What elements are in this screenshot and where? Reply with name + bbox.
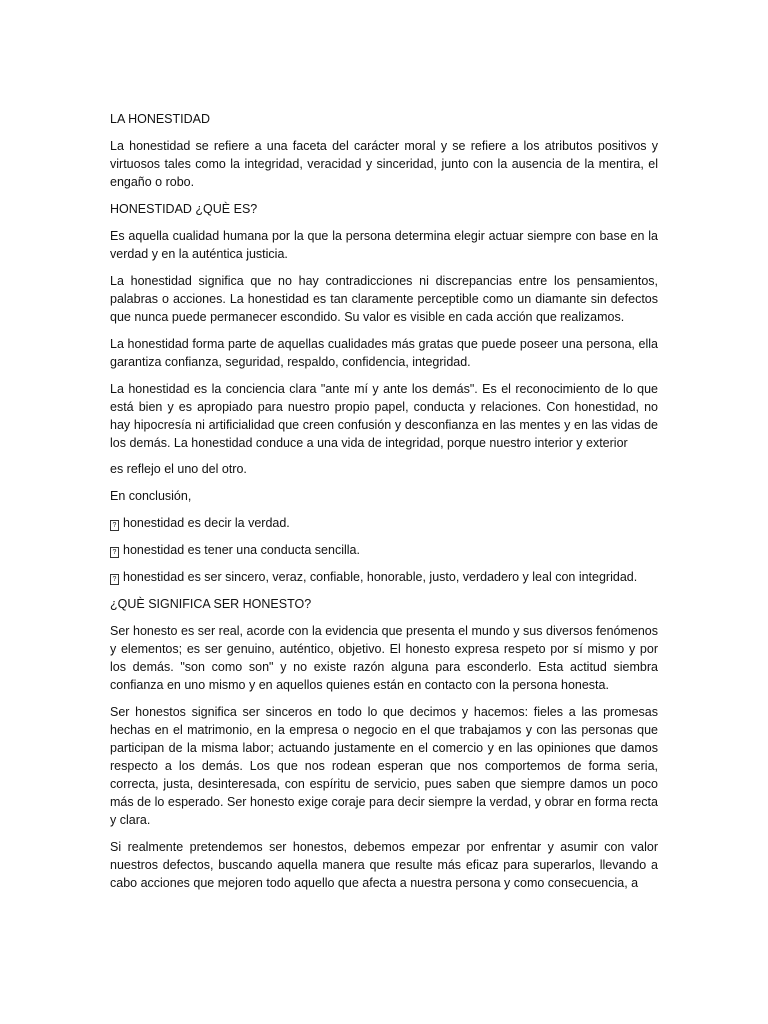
paragraph-5: Ser honesto es ser real, acorde con la evidencia que presenta el mundo y sus diversos fenómenos y elementos; es ser genuino, auténtico, objetivo. El honesto expresa respeto por sí mismo y por los demás. "son como son" y no existe razón alguna para esconderlo. Esta actitud siembra confianza en uno mismo y en aquellos quienes están en contacto con la persona honesta. <box>110 624 658 692</box>
paragraph-3: La honestidad forma parte de aquellas cualidades más gratas que puede poseer una persona, ella garantiza confianza, seguridad, respaldo, confidencia, integridad. <box>110 337 658 369</box>
missing-glyph-icon: ? <box>110 574 119 585</box>
conclusion-label: En conclusión, <box>110 489 192 503</box>
document-title: LA HONESTIDAD <box>110 112 211 126</box>
missing-glyph-icon: ? <box>110 547 119 558</box>
section-heading-que-es: HONESTIDAD ¿QUÈ ES? <box>110 202 258 216</box>
document-page <box>110 110 658 901</box>
paragraph-6: Ser honestos significa ser sinceros en todo lo que decimos y hacemos: fieles a las promesas hechas en el matrimonio, en la empresa o negocio en el que trabajamos y con las personas que participan de la misma labor; actuando justamente en el comercio y en las opiniones que damos respecto a los demás. Los que nos rodean esperan que nos comportemos de forma seria, correcta, justa, desinteresada, con espíritu de servicio, pues saben que siempre damos un poco más de lo esperado. Ser honesto exige coraje para decir siempre la verdad, y obrar en forma recta y clara. <box>110 705 658 827</box>
list-item <box>110 541 658 559</box>
paragraph-4-continuation: es reflejo el uno del otro. <box>110 462 247 476</box>
list-item-text: honestidad es decir la verdad. <box>123 516 290 530</box>
paragraph-7: Si realmente pretendemos ser honestos, debemos empezar por enfrentar y asumir con valor nuestros defectos, buscando aquella manera que resulte más eficaz para superarlos, llevando a cabo acciones que mejoren todo aquello que afecta a nuestra persona y como consecuencia, a <box>110 840 658 890</box>
intro-paragraph: La honestidad se refiere a una faceta del carácter moral y se refiere a los atributos positivos y virtuosos tales como la integridad, veracidad y sinceridad, junto con la ausencia de la mentira, el engaño o robo. <box>110 139 658 189</box>
paragraph-1: Es aquella cualidad humana por la que la persona determina elegir actuar siempre con base en la verdad y en la auténtica justicia. <box>110 229 658 261</box>
list-item-text: honestidad es tener una conducta sencilla. <box>123 543 360 557</box>
list-item <box>110 514 658 532</box>
missing-glyph-icon: ? <box>110 520 119 531</box>
list-item <box>110 568 658 586</box>
paragraph-4: La honestidad es la conciencia clara "ante mí y ante los demás". Es el reconocimiento de lo que está bien y es apropiado para nuestro propio papel, conducta y relaciones. Con honestidad, no hay hipocresía ni artificialidad que creen confusión y desconfianza en las mentes y en las vidas de los demás. La honestidad conduce a una vida de integridad, porque nuestro interior y exterior <box>110 382 658 450</box>
section-heading-ser-honesto: ¿QUÈ SIGNIFICA SER HONESTO? <box>110 597 312 611</box>
paragraph-2: La honestidad significa que no hay contradicciones ni discrepancias entre los pensamientos, palabras o acciones. La honestidad es tan claramente perceptible como un diamante sin defectos que nunca puede permanecer escondido. Su valor es visible en cada acción que realizamos. <box>110 274 658 324</box>
list-item-text: honestidad es ser sincero, veraz, confiable, honorable, justo, verdadero y leal con integridad. <box>123 570 638 584</box>
